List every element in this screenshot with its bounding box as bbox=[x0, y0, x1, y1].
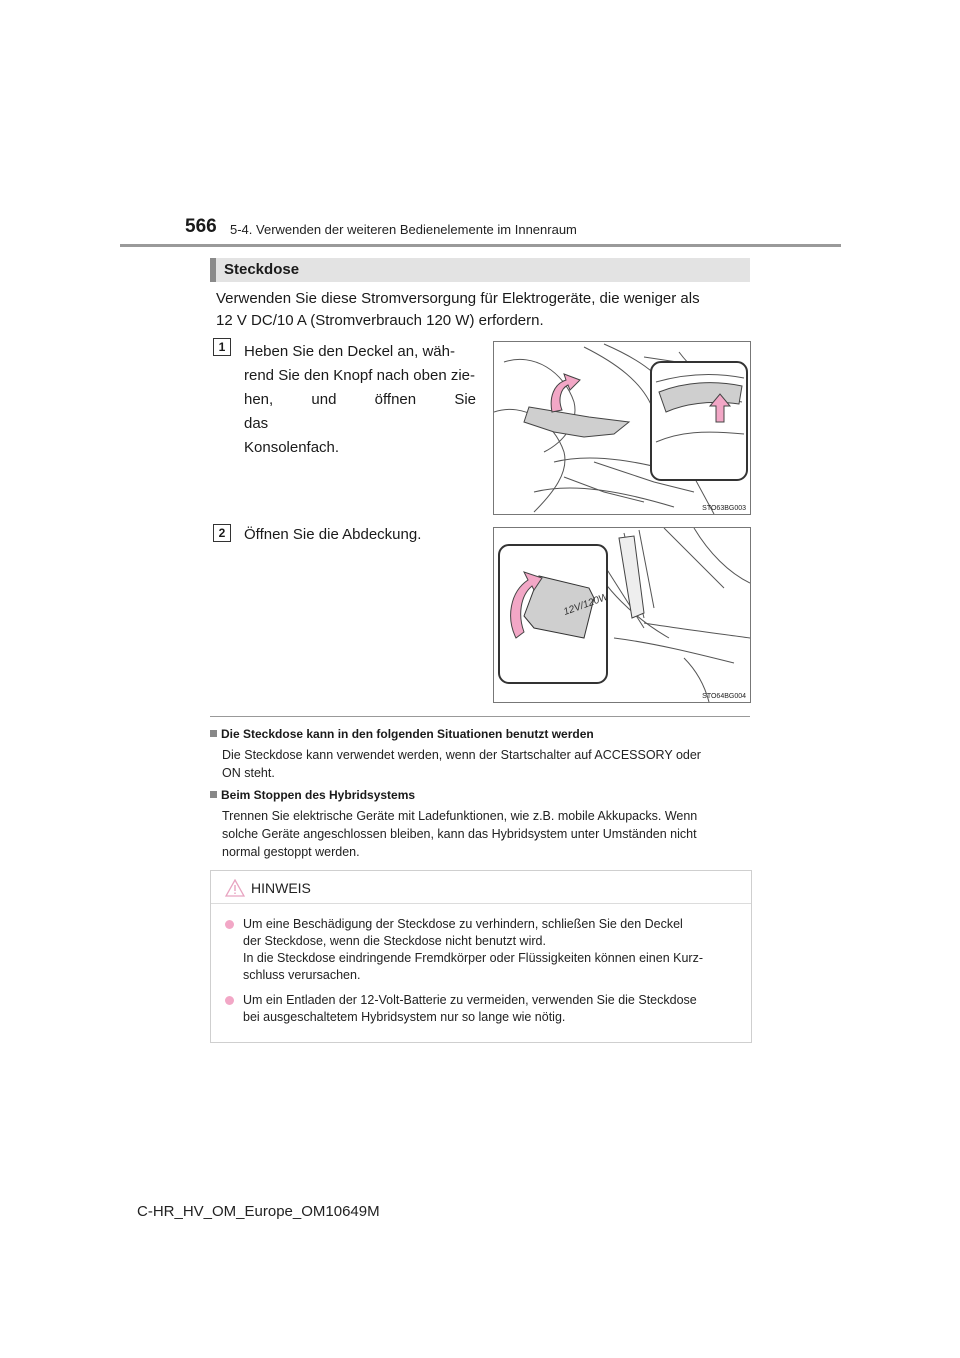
pink-bullet-icon bbox=[225, 920, 234, 929]
steckdose-title-bar bbox=[210, 258, 750, 282]
note-2-line-1: Trennen Sie elektrische Geräte mit Ladefunktionen, wie z.B. mobile Akkupacks. Wenn bbox=[222, 809, 698, 823]
notice-divider bbox=[211, 903, 751, 904]
notice-heading-text: HINWEIS bbox=[251, 880, 311, 896]
figure-2-code: STO64BG004 bbox=[702, 693, 746, 700]
intro-line-1: Verwenden Sie diese Stromversorgung für Elektrogeräte, die weniger als bbox=[216, 290, 700, 307]
note-1-heading bbox=[210, 727, 594, 741]
intro-line-2: 12 V DC/10 A (Stromverbrauch 120 W) erfordern. bbox=[216, 312, 544, 329]
note-1-heading-text: Die Steckdose kann in den folgenden Situationen benutzt werden bbox=[221, 727, 594, 741]
step-1-line-2: rend Sie den Knopf nach oben zie- bbox=[244, 367, 475, 384]
note-2-body bbox=[222, 807, 750, 861]
step-1-line-4: Konsolenfach. bbox=[244, 439, 340, 456]
notice-2-line-2: bei ausgeschaltetem Hybridsystem nur so lange wie nötig. bbox=[243, 1010, 566, 1024]
notes-divider bbox=[210, 716, 750, 717]
title-bar-accent bbox=[210, 258, 216, 282]
figure-socket-cover bbox=[493, 527, 751, 703]
notice-1-line-1: Um eine Beschädigung der Steckdose zu verhindern, schließen Sie den Deckel bbox=[243, 917, 683, 931]
square-bullet-icon bbox=[210, 730, 217, 737]
note-2-line-3: normal gestoppt werden. bbox=[222, 845, 360, 859]
steckdose-intro bbox=[216, 288, 750, 332]
page-number: 566 bbox=[185, 216, 217, 237]
note-2-heading-text: Beim Stoppen des Hybridsystems bbox=[221, 788, 416, 802]
header-divider bbox=[120, 244, 841, 247]
warning-triangle-icon bbox=[225, 879, 245, 897]
notice-item-2 bbox=[225, 992, 745, 1026]
figure-1-code: STO63BG003 bbox=[702, 505, 746, 512]
notice-1-line-3: In die Steckdose eindringende Fremdkörper oder Flüssigkeiten können einen Kurz- bbox=[243, 951, 703, 965]
step-2-text: Öffnen Sie die Abdeckung. bbox=[244, 526, 422, 543]
console-illustration bbox=[494, 342, 750, 514]
note-1-body bbox=[222, 746, 750, 782]
note-1-line-1: Die Steckdose kann verwendet werden, wenn der Startschalter auf ACCESSORY oder bbox=[222, 748, 701, 762]
section-heading: 5-4. Verwenden der weiteren Bedienelemente im Innenraum bbox=[230, 222, 577, 237]
note-1-line-2: ON steht. bbox=[222, 766, 275, 780]
figure-console-lid bbox=[493, 341, 751, 515]
step-number-1: 1 bbox=[213, 338, 231, 356]
notice-2-line-1: Um ein Entladen der 12-Volt-Batterie zu vermeiden, verwenden Sie die Steckdose bbox=[243, 993, 697, 1007]
socket-rating-label: 12V/120W bbox=[562, 591, 610, 618]
notice-heading bbox=[225, 879, 311, 897]
pink-bullet-icon bbox=[225, 996, 234, 1005]
step-number-2: 2 bbox=[213, 524, 231, 542]
notice-item-1 bbox=[225, 916, 745, 984]
step-1-line-1: Heben Sie den Deckel an, wäh- bbox=[244, 343, 455, 360]
step-1-text bbox=[244, 340, 476, 460]
notice-box bbox=[210, 870, 752, 1043]
notice-1-line-2: der Steckdose, wenn die Steckdose nicht benutzt wird. bbox=[243, 934, 546, 948]
footer-document-id: C-HR_HV_OM_Europe_OM10649M bbox=[137, 1203, 380, 1220]
steckdose-title: Steckdose bbox=[224, 261, 300, 278]
notice-1-line-4: schluss verursachen. bbox=[243, 968, 361, 982]
note-2-line-2: solche Geräte angeschlossen bleiben, kann das Hybridsystem unter Umständen nicht bbox=[222, 827, 697, 841]
note-2-heading bbox=[210, 788, 415, 802]
step-1-line-3: hen, und öffnen Sie das bbox=[244, 391, 476, 432]
socket-illustration bbox=[494, 528, 750, 702]
square-bullet-icon bbox=[210, 791, 217, 798]
